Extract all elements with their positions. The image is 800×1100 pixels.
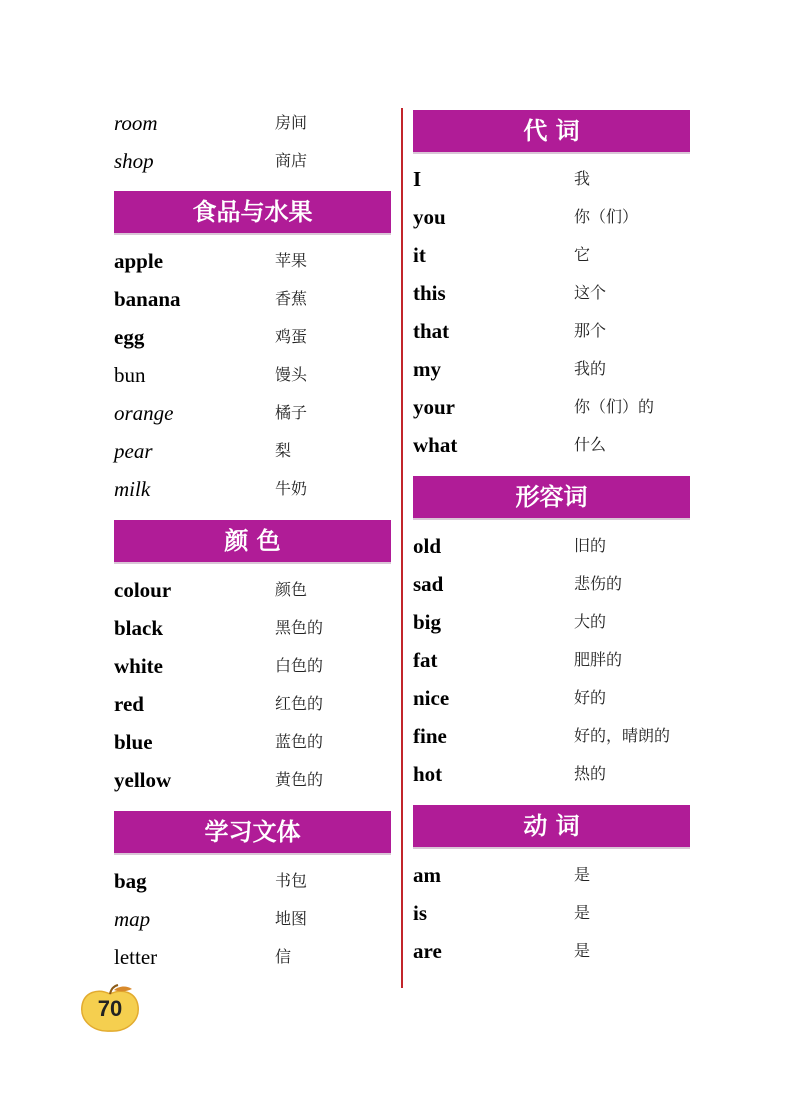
vocab-word: this [413, 281, 446, 305]
vocab-row [413, 679, 690, 717]
vocab-word: map [114, 907, 151, 931]
vocab-word: bun [114, 363, 146, 387]
vocab-word: nice [413, 686, 450, 710]
vocab-meaning: 梨 [275, 441, 292, 460]
vocab-word: you [413, 205, 446, 229]
vocab-meaning: 牛奶 [275, 479, 308, 498]
vocab-row [413, 426, 690, 464]
vocab-word: egg [114, 325, 145, 349]
vocab-meaning: 鸡蛋 [275, 327, 308, 346]
vocab-row [114, 900, 391, 938]
vocab-row [114, 470, 391, 508]
vocab-word: banana [114, 287, 181, 311]
vocab-row [413, 198, 690, 236]
vocab-row [114, 685, 391, 723]
vocab-meaning: 我 [574, 169, 591, 188]
vocab-meaning: 黑色的 [275, 618, 324, 637]
vocab-row [413, 312, 690, 350]
vocab-meaning: 蓝色的 [275, 732, 324, 751]
page-number: 70 [97, 996, 123, 1021]
section-header-food: 食品与水果 [114, 191, 391, 233]
vocab-row [114, 723, 391, 761]
vocab-meaning: 是 [574, 903, 591, 922]
vocab-word: it [413, 243, 426, 267]
vocab-row [114, 938, 391, 976]
vocab-row [413, 274, 690, 312]
vocab-meaning: 好的，晴朗的 [574, 726, 671, 745]
vocab-meaning: 那个 [574, 321, 607, 340]
vocab-meaning: 旧的 [574, 536, 607, 555]
vocab-meaning: 馒头 [275, 365, 308, 384]
vocab-meaning: 我的 [574, 359, 607, 378]
vocab-row [114, 761, 391, 799]
vocab-row [413, 350, 690, 388]
vocab-word: is [413, 901, 428, 925]
vocab-row [114, 862, 391, 900]
vocab-meaning: 你（们）的 [574, 397, 655, 416]
vocab-word: white [114, 654, 163, 678]
vocab-row [114, 609, 391, 647]
vocab-meaning: 肥胖的 [574, 650, 623, 669]
vocab-meaning: 地图 [275, 909, 308, 928]
vocab-row [114, 280, 391, 318]
vocab-word: fat [413, 648, 438, 672]
vocab-row [114, 432, 391, 470]
vocab-row [114, 242, 391, 280]
vocab-meaning: 房间 [275, 113, 308, 132]
vocab-row [114, 647, 391, 685]
vocab-meaning: 信 [275, 947, 292, 966]
vocab-meaning: 白色的 [275, 656, 324, 675]
vocab-row [413, 856, 690, 894]
section-header-pronouns: 代 词 [413, 110, 690, 152]
vocab-meaning: 红色的 [275, 694, 324, 713]
vocab-word: what [413, 433, 458, 457]
vocab-word: that [413, 319, 450, 343]
vocab-meaning: 大的 [574, 612, 607, 631]
vocab-word: old [413, 534, 442, 558]
vocab-word: blue [114, 730, 153, 754]
section-header-study: 学习文体 [114, 811, 391, 853]
vocab-meaning: 是 [574, 941, 591, 960]
vocab-word: black [114, 616, 164, 640]
vocab-row [114, 318, 391, 356]
vocab-meaning: 它 [574, 245, 591, 264]
vocab-row [114, 394, 391, 432]
vocab-word: pear [114, 439, 153, 463]
vocab-meaning: 你（们） [574, 207, 639, 226]
vocab-word: big [413, 610, 442, 634]
vocab-meaning: 悲伤的 [574, 574, 623, 593]
vocab-row [413, 527, 690, 565]
vocab-row [413, 641, 690, 679]
vocab-row [114, 356, 391, 394]
vocab-word: are [413, 939, 442, 963]
section-header-adjectives: 形容词 [413, 476, 690, 518]
vocab-row [413, 603, 690, 641]
section-header-colours: 颜 色 [114, 520, 391, 562]
vocab-word: fine [413, 724, 447, 748]
vocab-word: my [413, 357, 441, 381]
vocab-row [114, 571, 391, 609]
vocab-word: am [413, 863, 441, 887]
vocab-meaning: 好的 [574, 688, 607, 707]
vocab-meaning: 苹果 [275, 251, 308, 270]
vocab-meaning: 这个 [574, 283, 607, 302]
section-header-verbs: 动 词 [413, 805, 690, 847]
vocab-word: hot [413, 762, 443, 786]
vocab-word: colour [114, 578, 172, 602]
vocab-word: sad [413, 572, 444, 596]
vocab-word: orange [114, 401, 174, 425]
vocab-row [114, 142, 391, 180]
vocab-row [413, 932, 690, 970]
vocab-row [413, 160, 690, 198]
vocab-meaning: 热的 [574, 764, 607, 783]
vocab-word: bag [114, 869, 147, 893]
vocab-word: yellow [114, 768, 172, 792]
vocab-word: red [114, 692, 144, 716]
vocab-meaning: 是 [574, 865, 591, 884]
vocab-word: letter [114, 945, 158, 969]
vocab-row [413, 894, 690, 932]
vocab-row [114, 104, 391, 142]
vocab-meaning: 书包 [275, 871, 308, 890]
center-divider [401, 108, 403, 988]
vocab-meaning: 商店 [275, 151, 308, 170]
vocab-row [413, 236, 690, 274]
vocab-word: room [114, 111, 158, 135]
vocab-row [413, 755, 690, 793]
vocab-meaning: 什么 [574, 435, 607, 454]
vocab-meaning: 香蕉 [275, 289, 308, 308]
vocab-meaning: 橘子 [275, 403, 308, 422]
vocab-word: milk [114, 477, 151, 501]
page-number-badge [78, 984, 142, 1034]
vocab-row [413, 388, 690, 426]
vocab-row [413, 565, 690, 603]
vocab-word: I [413, 167, 422, 191]
vocab-meaning: 颜色 [275, 580, 308, 599]
vocab-word: apple [114, 249, 164, 273]
vocab-row [413, 717, 690, 755]
vocab-meaning: 黄色的 [275, 770, 324, 789]
vocab-word: shop [114, 149, 154, 173]
vocab-word: your [413, 395, 455, 419]
